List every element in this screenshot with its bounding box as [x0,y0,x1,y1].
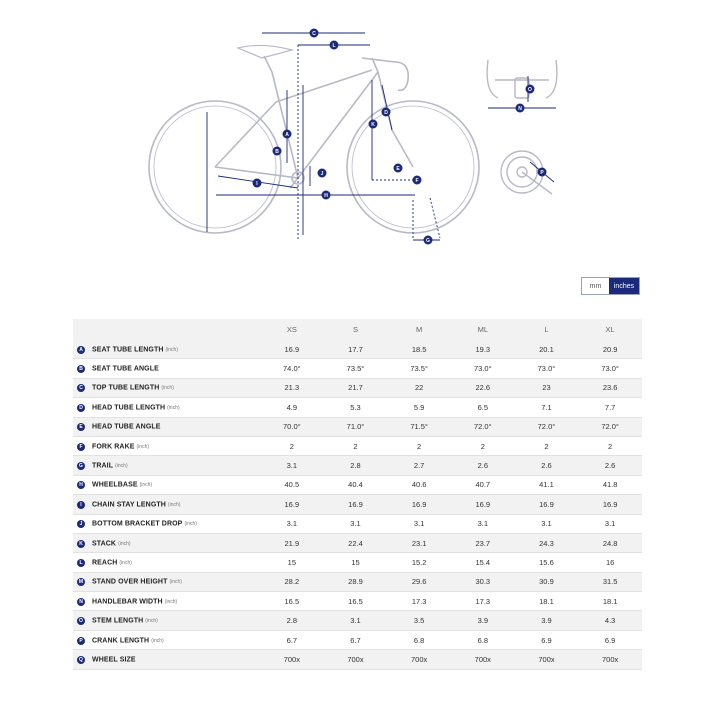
diagram-badge-label: I [256,180,258,187]
size-header-xs: XS [260,319,324,340]
param-name: WHEELBASE [92,481,138,489]
geometry-table [73,319,642,670]
param-unit: (inch) [119,560,132,566]
value-cell: 21.3 [260,378,324,397]
diagram-badge-label: G [426,237,430,244]
value-cell: 22.4 [324,533,388,552]
header-spacer [73,319,260,340]
param-name: HANDLEBAR WIDTH [92,598,163,606]
value-cell: 2.8 [260,611,324,630]
value-cell: 6.9 [515,630,579,649]
table-row [73,495,642,514]
value-cell: 18.1 [515,592,579,611]
table-row [73,514,642,533]
value-cell: 3.9 [451,611,515,630]
value-cell: 71.5° [387,417,451,436]
value-cell: 28.9 [324,572,388,591]
value-cell: 2.6 [578,456,642,475]
value-cell: 15.2 [387,553,451,572]
value-cell: 30.3 [451,572,515,591]
param-letter-badge: B [77,365,85,373]
value-cell: 23 [515,378,579,397]
param-unit: (inch) [139,482,153,489]
value-cell: 70.0° [260,417,324,436]
value-cell: 74.0° [260,359,324,378]
diagram-badge-label: F [415,177,419,184]
param-unit: (inch) [164,598,178,605]
value-cell: 6.9 [578,630,642,649]
unit-mm-button[interactable]: mm [582,278,609,294]
param-name: STEM LENGTH [92,617,144,625]
param-letter-badge: K [77,540,85,548]
param-cell [73,650,260,669]
value-cell: 73.5° [387,359,451,378]
param-unit: (inch) [136,443,150,450]
unit-toggle[interactable] [581,277,640,295]
table-row [73,475,642,494]
value-cell: 2.6 [451,456,515,475]
param-unit: (inch) [165,346,178,353]
value-cell: 41.8 [578,475,642,494]
value-cell: 4.9 [260,398,324,417]
value-cell: 30.9 [515,572,579,591]
param-cell [73,417,260,436]
diagram-badge-label: K [371,121,375,128]
param-name: TRAIL [92,462,114,470]
param-name: WHEEL SIZE [92,656,136,664]
value-cell: 16.9 [260,495,324,514]
value-cell: 72.0° [578,417,642,436]
value-cell: 4.3 [578,611,642,630]
param-name: FORK RAKE [92,443,135,451]
table-row [73,359,642,378]
diagram-badge-label: C [312,30,316,37]
value-cell: 700x [324,650,388,669]
value-cell: 16.9 [387,495,451,514]
value-cell: 16.9 [578,495,642,514]
diagram-badge-label: A [285,131,289,138]
table-row [73,378,642,397]
value-cell: 3.1 [515,514,579,533]
param-letter-badge: Q [77,656,85,664]
value-cell: 6.8 [387,630,451,649]
param-unit: (inch) [115,463,128,470]
param-cell [73,456,260,475]
param-unit: (inch) [169,579,182,586]
value-cell: 5.3 [324,398,388,417]
param-letter-badge: J [77,520,85,528]
value-cell: 71.0° [324,417,388,436]
value-cell: 17.3 [387,592,451,611]
size-header-row [73,319,642,340]
diagram-badge-label: H [324,192,328,199]
value-cell: 700x [387,650,451,669]
param-letter-badge: H [77,481,85,489]
table-row [73,553,642,572]
param-name: CHAIN STAY LENGTH [92,501,166,509]
value-cell: 700x [260,650,324,669]
value-cell: 17.3 [451,592,515,611]
value-cell: 3.1 [578,514,642,533]
value-cell: 2 [324,436,388,455]
value-cell: 3.1 [324,611,388,630]
param-letter-badge: A [77,346,85,354]
param-cell [73,475,260,494]
table-row [73,340,642,359]
param-name: HEAD TUBE ANGLE [92,423,161,431]
param-letter-badge: L [77,559,85,567]
value-cell: 15.4 [451,553,515,572]
diagram-badge-label: E [396,165,400,172]
param-name: REACH [92,559,118,567]
param-name: STAND OVER HEIGHT [92,578,168,586]
value-cell: 24.8 [578,533,642,552]
param-letter-badge: C [77,384,85,392]
value-cell: 2 [515,436,579,455]
table-row [73,398,642,417]
value-cell: 2 [578,436,642,455]
param-name: BOTTOM BRACKET DROP [92,520,183,528]
value-cell: 3.1 [260,514,324,533]
value-cell: 15 [260,553,324,572]
param-letter-badge: O [77,617,85,625]
value-cell: 40.6 [387,475,451,494]
value-cell: 40.5 [260,475,324,494]
value-cell: 73.0° [451,359,515,378]
param-cell [73,572,260,591]
param-cell [73,378,260,397]
value-cell: 6.8 [451,630,515,649]
param-letter-badge: P [77,637,85,645]
value-cell: 2.6 [515,456,579,475]
handlebar-inset [487,60,557,98]
value-cell: 16.9 [324,495,388,514]
param-cell [73,630,260,649]
value-cell: 73.0° [578,359,642,378]
param-cell [73,514,260,533]
value-cell: 18.5 [387,340,451,359]
param-unit: (inch) [167,501,181,508]
value-cell: 73.0° [515,359,579,378]
param-unit: (inch) [118,540,131,547]
value-cell: 23.7 [451,533,515,552]
param-cell [73,436,260,455]
value-cell: 2.7 [387,456,451,475]
value-cell: 3.1 [324,514,388,533]
table-row [73,630,642,649]
param-cell [73,359,260,378]
value-cell: 41.1 [515,475,579,494]
table-row [73,611,642,630]
diagram-badge-label: L [332,42,336,49]
value-cell: 21.9 [260,533,324,552]
param-unit: (inch) [151,637,164,644]
geometry-diagram [0,0,714,270]
value-cell: 700x [451,650,515,669]
value-cell: 16.9 [451,495,515,514]
value-cell: 15 [324,553,388,572]
value-cell: 20.1 [515,340,579,359]
value-cell: 15.6 [515,553,579,572]
value-cell: 3.1 [387,514,451,533]
value-cell: 18.1 [578,592,642,611]
value-cell: 72.0° [515,417,579,436]
value-cell: 3.1 [451,514,515,533]
param-cell [73,495,260,514]
value-cell: 700x [578,650,642,669]
param-letter-badge: F [77,443,85,451]
value-cell: 22 [387,378,451,397]
value-cell: 16.5 [260,592,324,611]
value-cell: 16.9 [515,495,579,514]
param-name: CRANK LENGTH [92,637,150,645]
value-cell: 2 [451,436,515,455]
param-cell [73,398,260,417]
param-unit: (inch) [145,618,158,625]
value-cell: 17.7 [324,340,388,359]
value-cell: 16.9 [260,340,324,359]
param-letter-badge: G [77,462,85,470]
table-row [73,436,642,455]
param-cell [73,592,260,611]
param-unit: (inch) [184,521,197,528]
param-letter-badge: I [77,501,85,509]
value-cell: 16.5 [324,592,388,611]
value-cell: 6.7 [324,630,388,649]
value-cell: 72.0° [451,417,515,436]
diagram-badge-label: B [275,148,279,155]
value-cell: 73.5° [324,359,388,378]
param-letter-badge: M [78,579,84,586]
value-cell: 23.6 [578,378,642,397]
value-cell: 6.5 [451,398,515,417]
size-header-m: M [387,319,451,340]
saddle [238,45,292,58]
param-unit: (inch) [161,385,174,392]
size-header-s: S [324,319,388,340]
param-name: SEAT TUBE LENGTH [92,346,164,354]
diagram-badge-label: P [540,169,544,176]
table-row [73,592,642,611]
value-cell: 16 [578,553,642,572]
param-letter-badge: E [77,423,85,431]
size-header-ml: ML [451,319,515,340]
value-cell: 7.1 [515,398,579,417]
value-cell: 6.7 [260,630,324,649]
value-cell: 2 [260,436,324,455]
param-unit: (inch) [167,404,180,411]
param-cell [73,611,260,630]
value-cell: 3.9 [515,611,579,630]
param-letter-badge: D [77,404,85,412]
param-cell [73,340,260,359]
diagram-badge-label: O [528,86,532,93]
value-cell: 24.3 [515,533,579,552]
value-cell: 3.1 [260,456,324,475]
value-cell: 2 [387,436,451,455]
value-cell: 700x [515,650,579,669]
size-header-xl: XL [578,319,642,340]
bike-frame [215,58,413,178]
diagram-badge-label: D [384,109,388,116]
table-row [73,533,642,552]
value-cell: 19.3 [451,340,515,359]
value-cell: 28.2 [260,572,324,591]
value-cell: 3.5 [387,611,451,630]
param-name: STACK [92,540,117,548]
value-cell: 29.6 [387,572,451,591]
param-name: TOP TUBE LENGTH [92,384,160,392]
value-cell: 40.4 [324,475,388,494]
value-cell: 20.9 [578,340,642,359]
size-header-l: L [515,319,579,340]
table-row [73,417,642,436]
diagram-badge-label: N [518,105,522,112]
value-cell: 7.7 [578,398,642,417]
param-cell [73,533,260,552]
value-cell: 22.6 [451,378,515,397]
value-cell: 40.7 [451,475,515,494]
value-cell: 31.5 [578,572,642,591]
diagram-badge-label: J [320,170,324,177]
param-name: HEAD TUBE LENGTH [92,404,166,412]
param-letter-badge: N [77,598,85,606]
table-row [73,650,642,669]
param-name: SEAT TUBE ANGLE [92,365,159,373]
value-cell: 21.7 [324,378,388,397]
value-cell: 2.8 [324,456,388,475]
param-cell [73,553,260,572]
unit-inches-button[interactable]: inches [609,278,639,294]
value-cell: 23.1 [387,533,451,552]
table-row [73,572,642,591]
table-row [73,456,642,475]
value-cell: 5.9 [387,398,451,417]
